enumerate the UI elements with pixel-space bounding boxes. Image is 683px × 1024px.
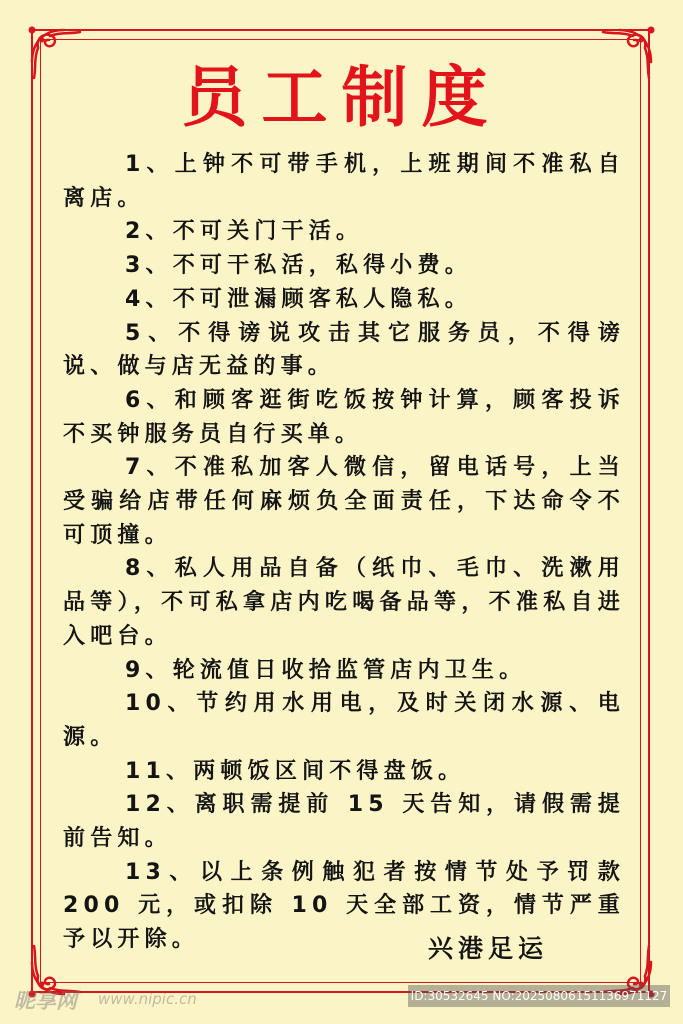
watermark-url: www.nipic.cn [98,990,197,1008]
rule-item: 11、两顿饭区间不得盘饭。 [125,758,466,784]
rule-item: 12、离职需提前 15 天告知，请假需提前告知。 [63,792,625,852]
watermark-id-badge: ID:30532645 NO:20250806151136971127 [408,985,670,1007]
rule-item: 13、以上条例触犯者按情节处予罚款 200 元，或扣除 10 天全部工资，情节严重予以开除。 [63,859,625,953]
rule-item: 1、上钟不可带手机，上班期间不准私自离店。 [63,152,625,211]
rule-item: 4、不可泄漏顾客私人隐私。 [125,286,472,312]
poster-title: 员工制度 [181,59,502,136]
watermark-logo: 昵享网 [14,989,77,1013]
rule-item: 10、节约用水用电，及时关闭水源、电源。 [63,691,625,750]
rule-item: 5、不得谤说攻击其它服务员，不得谤说、做与店无益的事。 [63,320,625,380]
rules-list [63,148,625,957]
rule-item: 2、不可关门干活。 [125,219,364,245]
rule-item: 6、和顾客逛街吃饭按钟计算，顾客投诉不买钟服务员自行买单。 [63,387,625,447]
rule-item: 8、私人用品自备（纸巾、毛巾、洗漱用品等），不可私拿店内吃喝备品等，不准私自进入吧台。 [63,556,625,649]
rule-item: 7、不准私加客人微信，留电话号，上当受骗给店带任何麻烦负全面责任，下达命令不可顶撞。 [63,455,625,548]
rule-item: 9、轮流值日收拾监管店内卫生。 [125,657,527,683]
rule-item: 3、不可干私活，私得小费。 [125,253,472,279]
shop-signature: 兴港足运 [428,934,549,963]
